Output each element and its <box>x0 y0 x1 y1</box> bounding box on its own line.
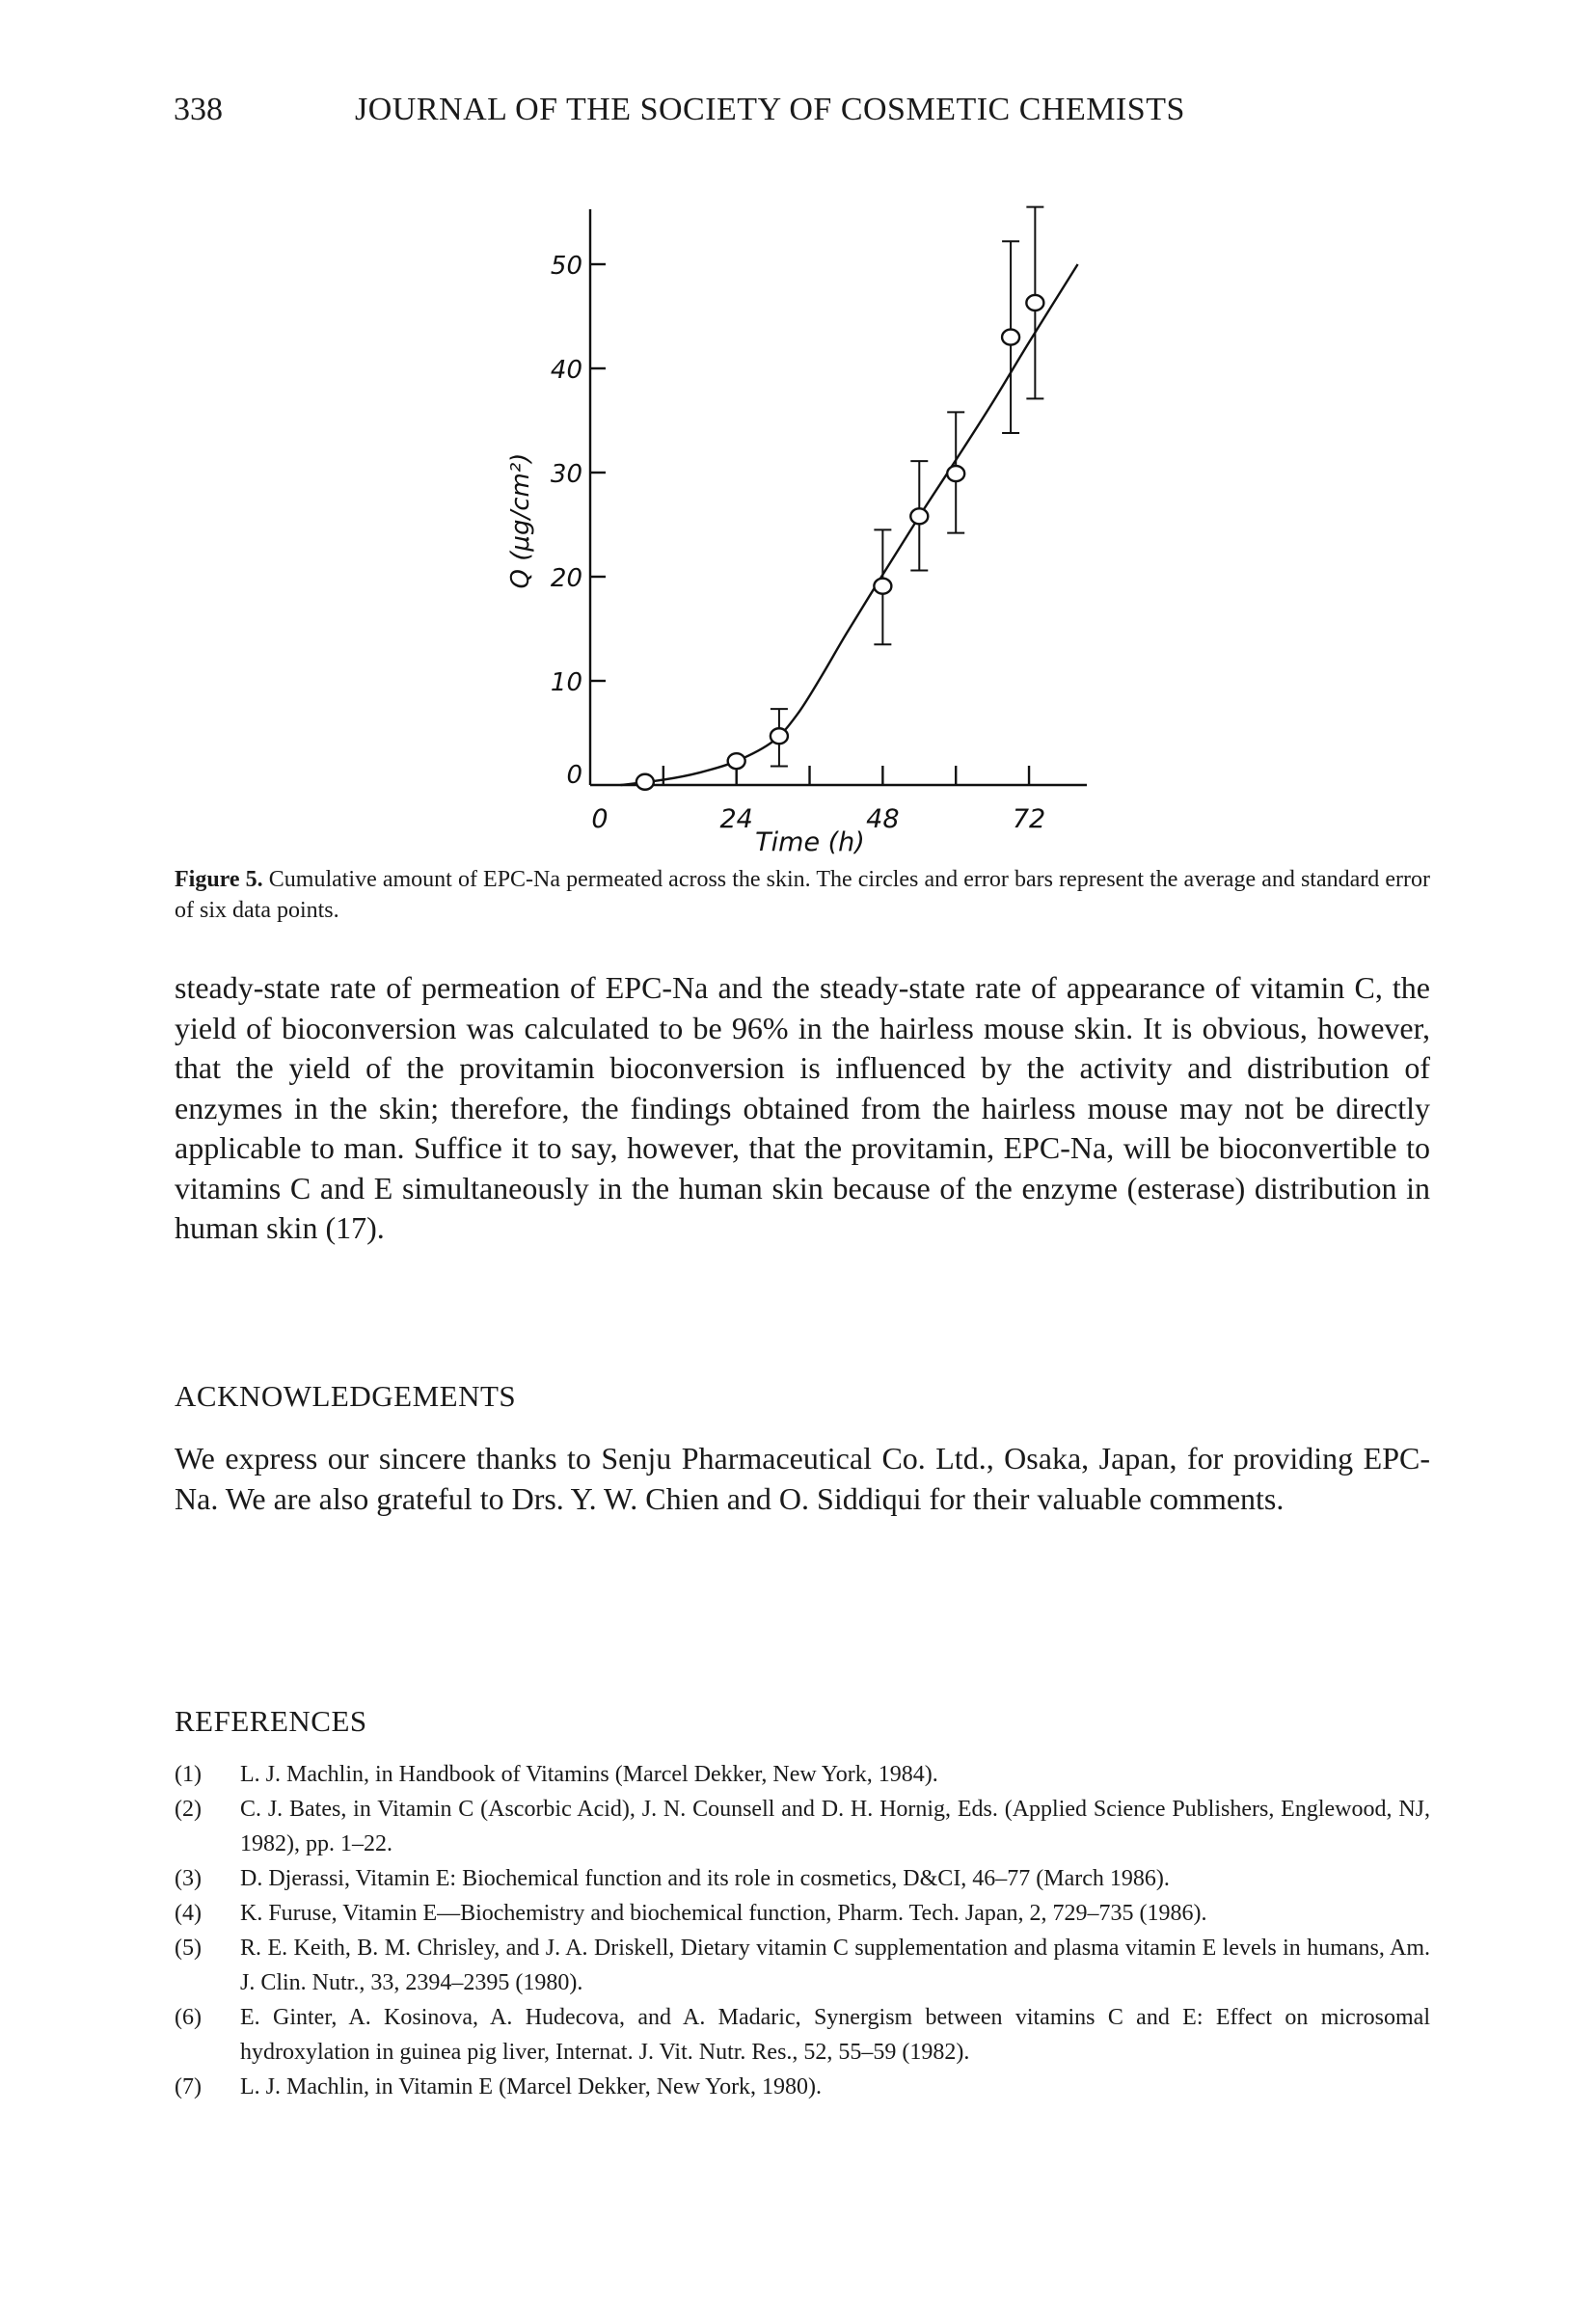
reference-item <box>175 1757 1430 1792</box>
reference-number: (2) <box>175 1797 202 1822</box>
data-point <box>728 753 745 769</box>
y-tick-label: 10 <box>550 668 582 697</box>
x-tick-label: 72 <box>1012 804 1046 834</box>
data-point <box>636 774 654 790</box>
reference-item <box>175 2070 1430 2104</box>
y-tick-label: 40 <box>550 356 582 385</box>
chart-axes <box>551 209 1087 834</box>
running-head: JOURNAL OF THE SOCIETY OF COSMETIC CHEMISTS <box>355 92 1185 127</box>
figure-5-chart <box>0 0 1596 868</box>
data-point <box>771 728 788 744</box>
data-point <box>910 508 928 524</box>
reference-text: K. Furuse, Vitamin E—Biochemistry and biochemical function, Pharm. Tech. Japan, 2, 729–735 (1986). <box>240 1901 1207 1926</box>
reference-item <box>175 1792 1430 1861</box>
acknowledgements-text: We express our sincere thanks to Senju Pharmaceutical Co. Ltd., Osaka, Japan, for providing EPC-Na. We are also grateful to Drs. Y. W. Chien and O. Siddiqui for their valuable comments. <box>175 1441 1430 1516</box>
reference-text: L. J. Machlin, in Vitamin E (Marcel Dekker, New York, 1980). <box>240 2074 823 2099</box>
caption-label: Figure 5. <box>175 867 263 892</box>
reference-number: (5) <box>175 1936 202 1961</box>
reference-text: C. J. Bates, in Vitamin C (Ascorbic Acid), J. N. Counsell and D. H. Hornig, Eds. (Applied Science Publishers, Englewood, NJ, 1982), pp. 1–22. <box>240 1797 1430 1856</box>
x-tick-label: 24 <box>719 804 753 834</box>
reference-item <box>175 1896 1430 1931</box>
body-paragraph: steady-state rate of permeation of EPC-Na and the steady-state rate of appearance of vitamin C, the yield of bioconversion was calculated to be 96% in the hairless mouse skin. It is obvious, however, that the yield of the provitamin bioconversion is influenced by the activity and distribution of enzymes in the skin; therefore, the findings obtained from the hairless mouse may not be directly applicable to man. Suffice it to say, however, that the provitamin, EPC-Na, will be bioconvertible to vitamins C and E simultaneously in the human skin because of the enzyme (esterase) distribution in human skin (17). <box>175 970 1430 1245</box>
reference-text: L. J. Machlin, in Handbook of Vitamins (Marcel Dekker, New York, 1984). <box>240 1762 938 1787</box>
chart-marks <box>621 207 1078 790</box>
y-axis-label: Q (μg/cm²) <box>506 452 535 589</box>
reference-number: (3) <box>175 1866 202 1891</box>
reference-number: (6) <box>175 2005 202 2030</box>
data-point <box>947 466 964 481</box>
figure-caption <box>175 864 1430 926</box>
data-point <box>874 579 891 594</box>
references-list <box>175 1757 1430 2104</box>
reference-item <box>175 2000 1430 2070</box>
reference-item <box>175 1861 1430 1896</box>
acknowledgements-heading: ACKNOWLEDGEMENTS <box>175 1379 517 1413</box>
reference-text: D. Djerassi, Vitamin E: Biochemical function and its role in cosmetics, D&CI, 46–77 (March 1986). <box>240 1866 1170 1891</box>
data-point <box>1026 295 1043 311</box>
x-tick-label: 48 <box>866 804 900 834</box>
reference-text: E. Ginter, A. Kosinova, A. Hudecova, and A. Madaric, Synergism between vitamins C and E: Effect on microsomal hydroxylation in guinea pig liver, Internat. J. Vit. Nutr. Res., 52, 55–59 (1982). <box>240 2005 1430 2065</box>
y-tick-label: 20 <box>550 564 582 593</box>
page-number: 338 <box>174 92 223 127</box>
y-tick-label: 50 <box>550 252 582 281</box>
x-axis-label: Time (h) <box>755 827 865 857</box>
reference-item <box>175 1931 1430 2000</box>
reference-text: R. E. Keith, B. M. Chrisley, and J. A. Driskell, Dietary vitamin C supplementation and plasma vitamin E levels in humans, Am. J. Clin. Nutr., 33, 2394–2395 (1980). <box>240 1936 1430 1995</box>
references-heading: REFERENCES <box>175 1704 367 1738</box>
x-tick-label: 0 <box>591 804 609 834</box>
y-tick-label: 0 <box>566 761 582 790</box>
reference-number: (1) <box>175 1762 202 1787</box>
reference-number: (4) <box>175 1901 202 1926</box>
reference-number: (7) <box>175 2074 202 2099</box>
caption-text: Cumulative amount of EPC-Na permeated across the skin. The circles and error bars represent the average and standard error of six data points. <box>175 867 1431 923</box>
y-tick-label: 30 <box>550 460 582 489</box>
data-point <box>1002 330 1019 345</box>
